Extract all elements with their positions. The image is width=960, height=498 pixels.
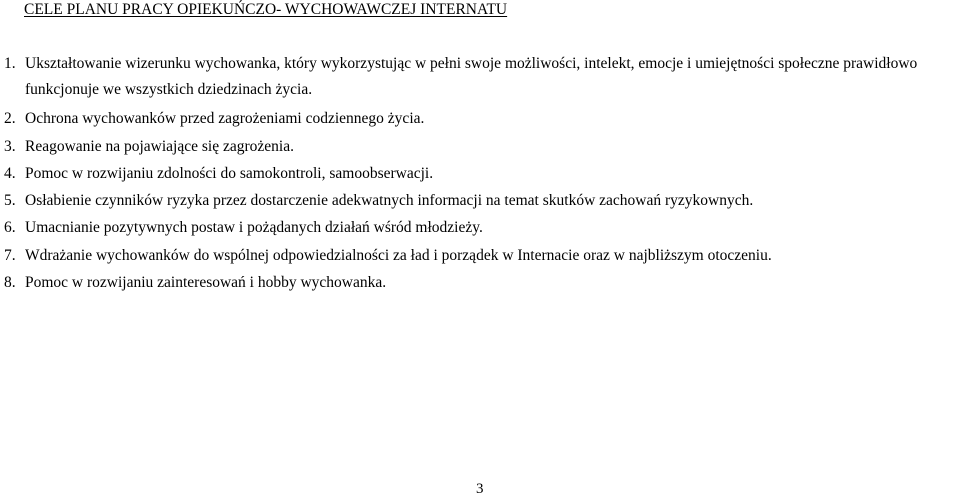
list-item-8 (0, 273, 960, 292)
list-item-number: 6. (4, 219, 16, 236)
list-item-2 (0, 109, 960, 128)
list-item-number: 1. (4, 55, 16, 72)
list-item-text: Umacnianie pozytywnych postaw i pożądanych działań wśród młodzieży. (25, 219, 483, 236)
list-item-text: Ochrona wychowanków przed zagrożeniami codziennego życia. (25, 110, 425, 127)
list-item-text: Pomoc w rozwijaniu zainteresowań i hobby wychowanka. (25, 274, 387, 291)
list-item-text: Pomoc w rozwijaniu zdolności do samokontroli, samoobserwacji. (25, 165, 434, 182)
list-item-1-continued (0, 80, 960, 99)
list-item-7 (0, 246, 960, 265)
document-title (24, 0, 507, 19)
list-item-text: Osłabienie czynników ryzyka przez dostarczenie adekwatnych informacji na temat skutków zachowań ryzykownych. (25, 192, 754, 209)
list-item-6 (0, 218, 960, 237)
list-item-number: 5. (4, 192, 16, 209)
list-item-5 (0, 191, 960, 210)
list-item-number: 2. (4, 110, 16, 127)
list-item-3 (0, 137, 960, 156)
list-item-number: 8. (4, 274, 16, 291)
list-item-1 (0, 54, 960, 73)
list-item-text: Ukształtowanie wizerunku wychowanka, który wykorzystując w pełni swoje możliwości, intelekt, emocje i umiejętności społeczne prawidłowo (25, 55, 918, 72)
document-title-text: CELE PLANU PRACY OPIEKUŃCZO- WYCHOWAWCZEJ INTERNATU (24, 1, 508, 18)
list-item-text: Wdrażanie wychowanków do wspólnej odpowiedzialności za ład i porządek w Internacie oraz w najbliższym otoczeniu. (25, 247, 772, 264)
list-item-number: 7. (4, 247, 16, 264)
page-number: 3 (476, 481, 484, 497)
list-item-text: Reagowanie na pojawiające się zagrożenia. (25, 138, 294, 155)
list-item-number: 4. (4, 165, 16, 182)
list-item-text: funkcjonuje we wszystkich dziedzinach życia. (25, 81, 313, 98)
list-item-number: 3. (4, 138, 16, 155)
list-item-4 (0, 164, 960, 183)
